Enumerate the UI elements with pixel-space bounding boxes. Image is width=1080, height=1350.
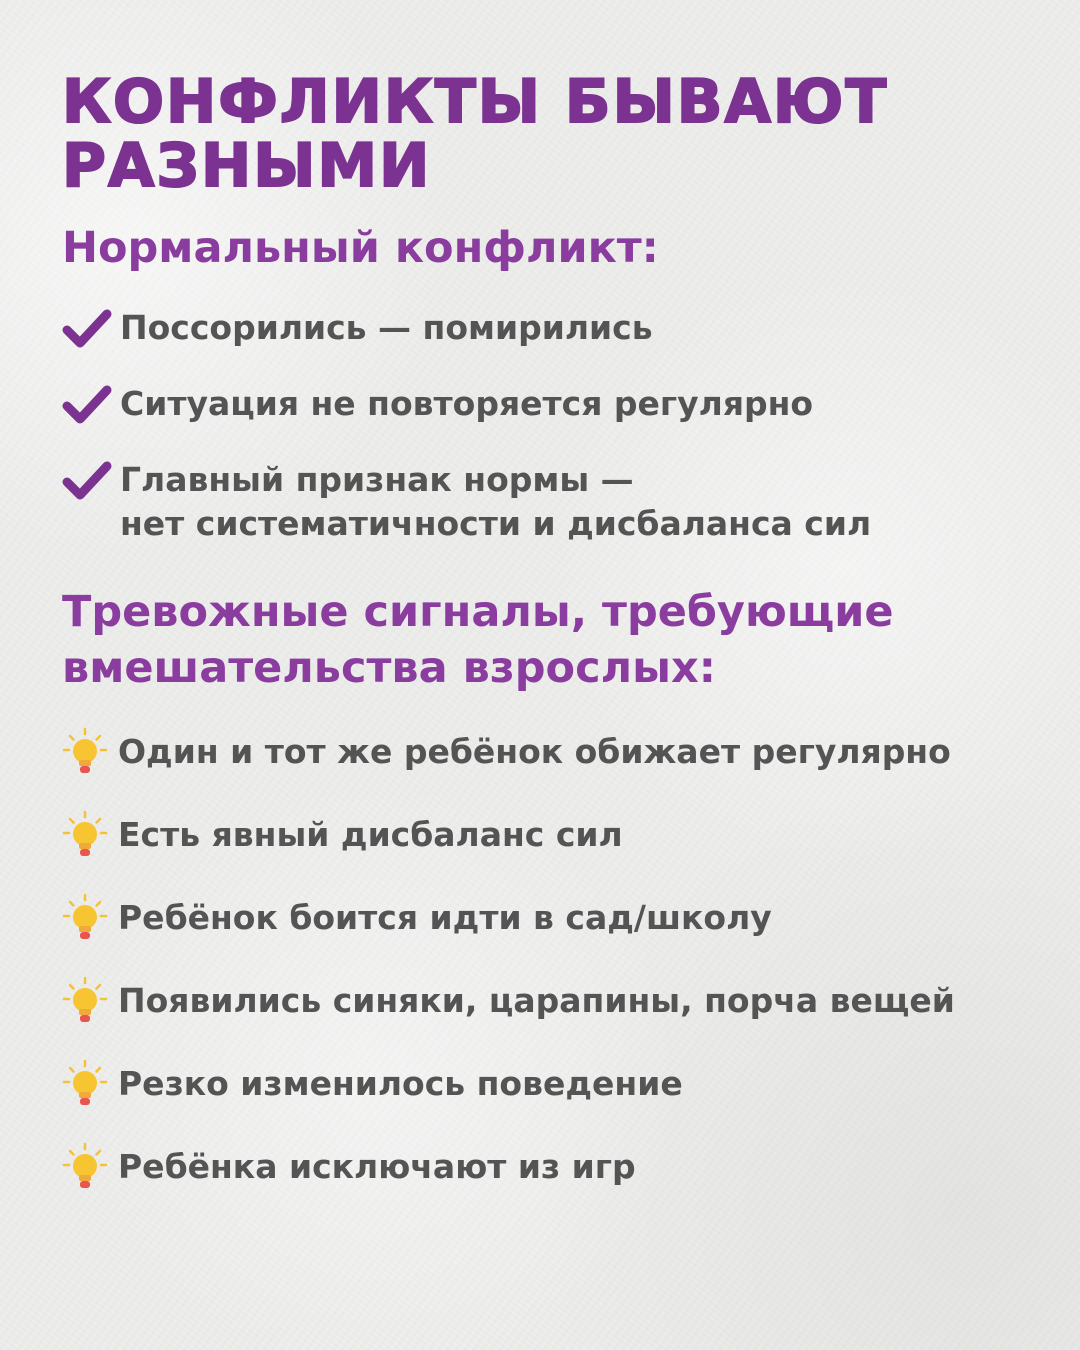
- alarm-signals-heading: Тревожные сигналы, требующие вмешательства взрослых:: [62, 587, 894, 693]
- normal-conflict-heading: Нормальный конфликт:: [62, 223, 659, 273]
- checkmark-icon: [62, 382, 112, 426]
- lightbulb-icon: [62, 976, 108, 1026]
- list-item-text: Ребёнка исключают из игр: [118, 1147, 636, 1186]
- list-item-text: Резко изменилось поведение: [118, 1064, 683, 1103]
- lightbulb-icon: [62, 810, 108, 860]
- alarm-signals-list: [62, 730, 1042, 1189]
- list-item-text: Поссорились — помирились: [120, 308, 653, 347]
- list-item-text: Ситуация не повторяется регулярно: [120, 384, 814, 423]
- list-item-text: Один и тот же ребёнок обижает регулярно: [118, 732, 951, 771]
- list-item: [62, 730, 1042, 774]
- lightbulb-icon: [62, 893, 108, 943]
- list-item-text: Есть явный дисбаланс сил: [118, 815, 623, 854]
- list-item: [62, 458, 1042, 546]
- list-item: [62, 896, 1042, 940]
- page-title: КОНФЛИКТЫ БЫВАЮТ РАЗНЫМИ: [62, 67, 889, 201]
- list-item-text: Главный признак нормы — нет систематичности и дисбаланса сил: [120, 460, 872, 543]
- slide-content: [62, 67, 1042, 1228]
- normal-conflict-list: [62, 306, 1042, 546]
- checkmark-icon: [62, 458, 112, 502]
- list-item: [62, 306, 1042, 350]
- list-item: [62, 382, 1042, 426]
- list-item-text: Ребёнок боится идти в сад/школу: [118, 898, 772, 937]
- list-item: [62, 1062, 1042, 1106]
- list-item: [62, 813, 1042, 857]
- list-item: [62, 979, 1042, 1023]
- list-item-text: Появились синяки, царапины, порча вещей: [118, 981, 955, 1020]
- list-item: [62, 1145, 1042, 1189]
- checkmark-icon: [62, 306, 112, 350]
- lightbulb-icon: [62, 727, 108, 777]
- lightbulb-icon: [62, 1059, 108, 1109]
- lightbulb-icon: [62, 1142, 108, 1192]
